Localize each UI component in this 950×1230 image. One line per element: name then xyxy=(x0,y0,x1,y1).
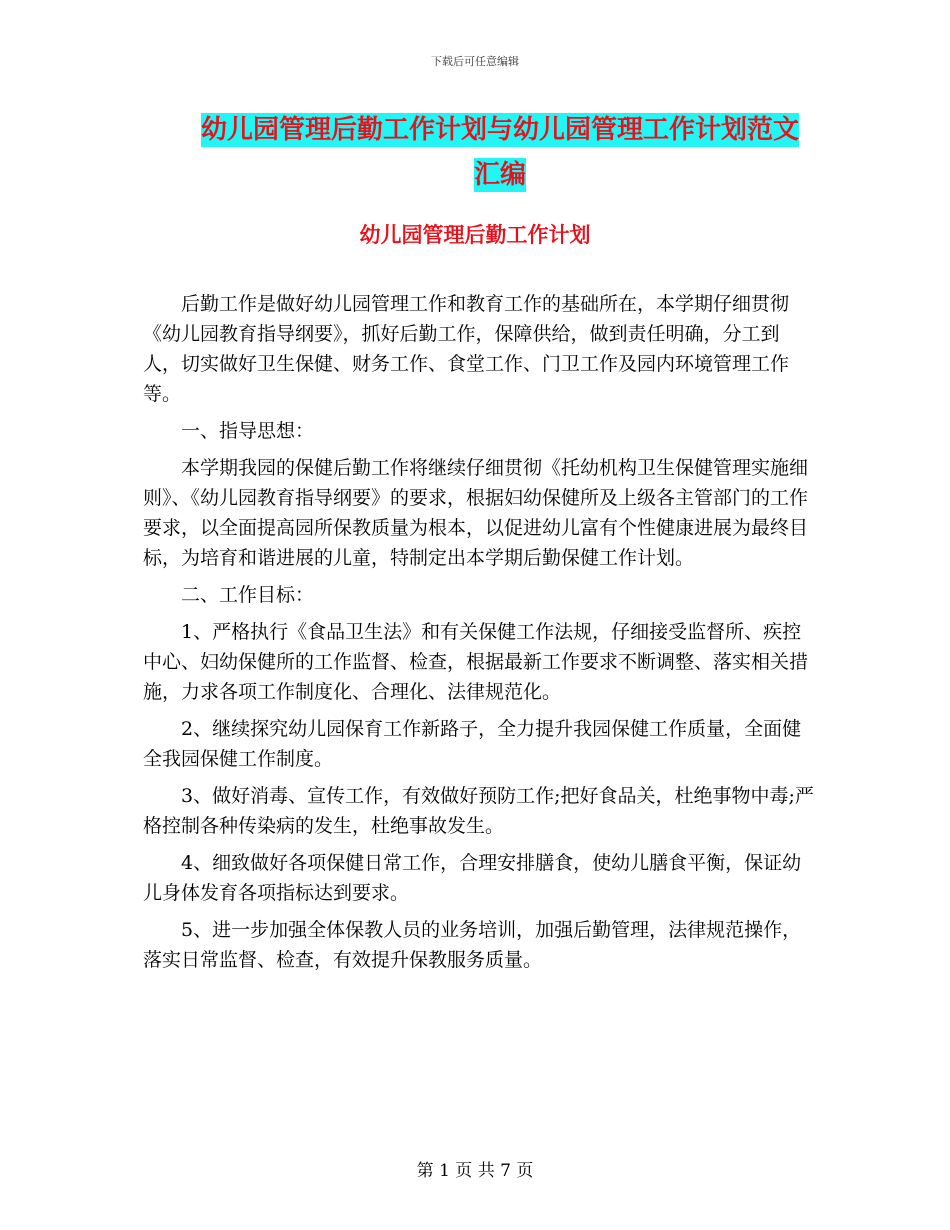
document-title-line-2: 汇编 xyxy=(473,160,526,190)
paragraph-goal-4: 4、细致做好各项保健日常工作，合理安排膳食，使幼儿膳食平衡，保证幼儿身体发育各项指标达到要求。 xyxy=(143,852,802,904)
document-title xyxy=(140,108,860,198)
document-title-line-1: 幼儿园管理后勤工作计划与幼儿园管理工作计划范文 xyxy=(200,115,799,145)
paragraph-goal-5: 5、进一步加强全体保教人员的业务培训，加强后勤管理，法律规范操作，落实日常监督、检查，有效提升保教服务质量。 xyxy=(143,919,802,971)
heading-guiding-thought: 一、指导思想： xyxy=(181,420,315,442)
section-title: 幼儿园管理后勤工作计划 xyxy=(359,223,591,247)
heading-work-goals: 二、工作目标： xyxy=(181,584,315,606)
page-number-footer: 第 1 页 共 7 页 xyxy=(416,1161,534,1181)
header-note: 下载后可任意编辑 xyxy=(431,55,519,68)
paragraph-intro: 后勤工作是做好幼儿园管理工作和教育工作的基础所在，本学期仔细贯彻《幼儿园教育指导纲要》，抓好后勤工作，保障供给，做到责任明确，分工到人，切实做好卫生保健、财务工作、食堂工作、门卫工作及园内环境管理工作等。 xyxy=(143,293,790,405)
paragraph-goal-1: 1、严格执行《食品卫生法》和有关保健工作法规，仔细接受监督所、疾控中心、妇幼保健所的工作监督、检查，根据最新工作要求不断调整、落实相关措施，力求各项工作制度化、合理化、法律规范化。 xyxy=(143,621,809,703)
paragraph-goal-2: 2、继续探究幼儿园保育工作新路子，全力提升我园保健工作质量，全面健全我园保健工作制度。 xyxy=(143,718,802,770)
paragraph-goal-3: 3、做好消毒、宣传工作，有效做好预防工作;把好食品关，杜绝事物中毒;严格控制各种传染病的发生，杜绝事故发生。 xyxy=(143,785,814,837)
document-body xyxy=(143,289,815,982)
paragraph-guiding-thought: 本学期我园的保健后勤工作将继续仔细贯彻《托幼机构卫生保健管理实施细则》、《幼儿园教育指导纲要》的要求，根据妇幼保健所及上级各主管部门的工作要求，以全面提高园所保教质量为根本，以促进幼儿富有个性健康进展为最终目标，为培育和谐进展的儿童，特制定出本学期后勤保健工作计划。 xyxy=(143,457,809,569)
